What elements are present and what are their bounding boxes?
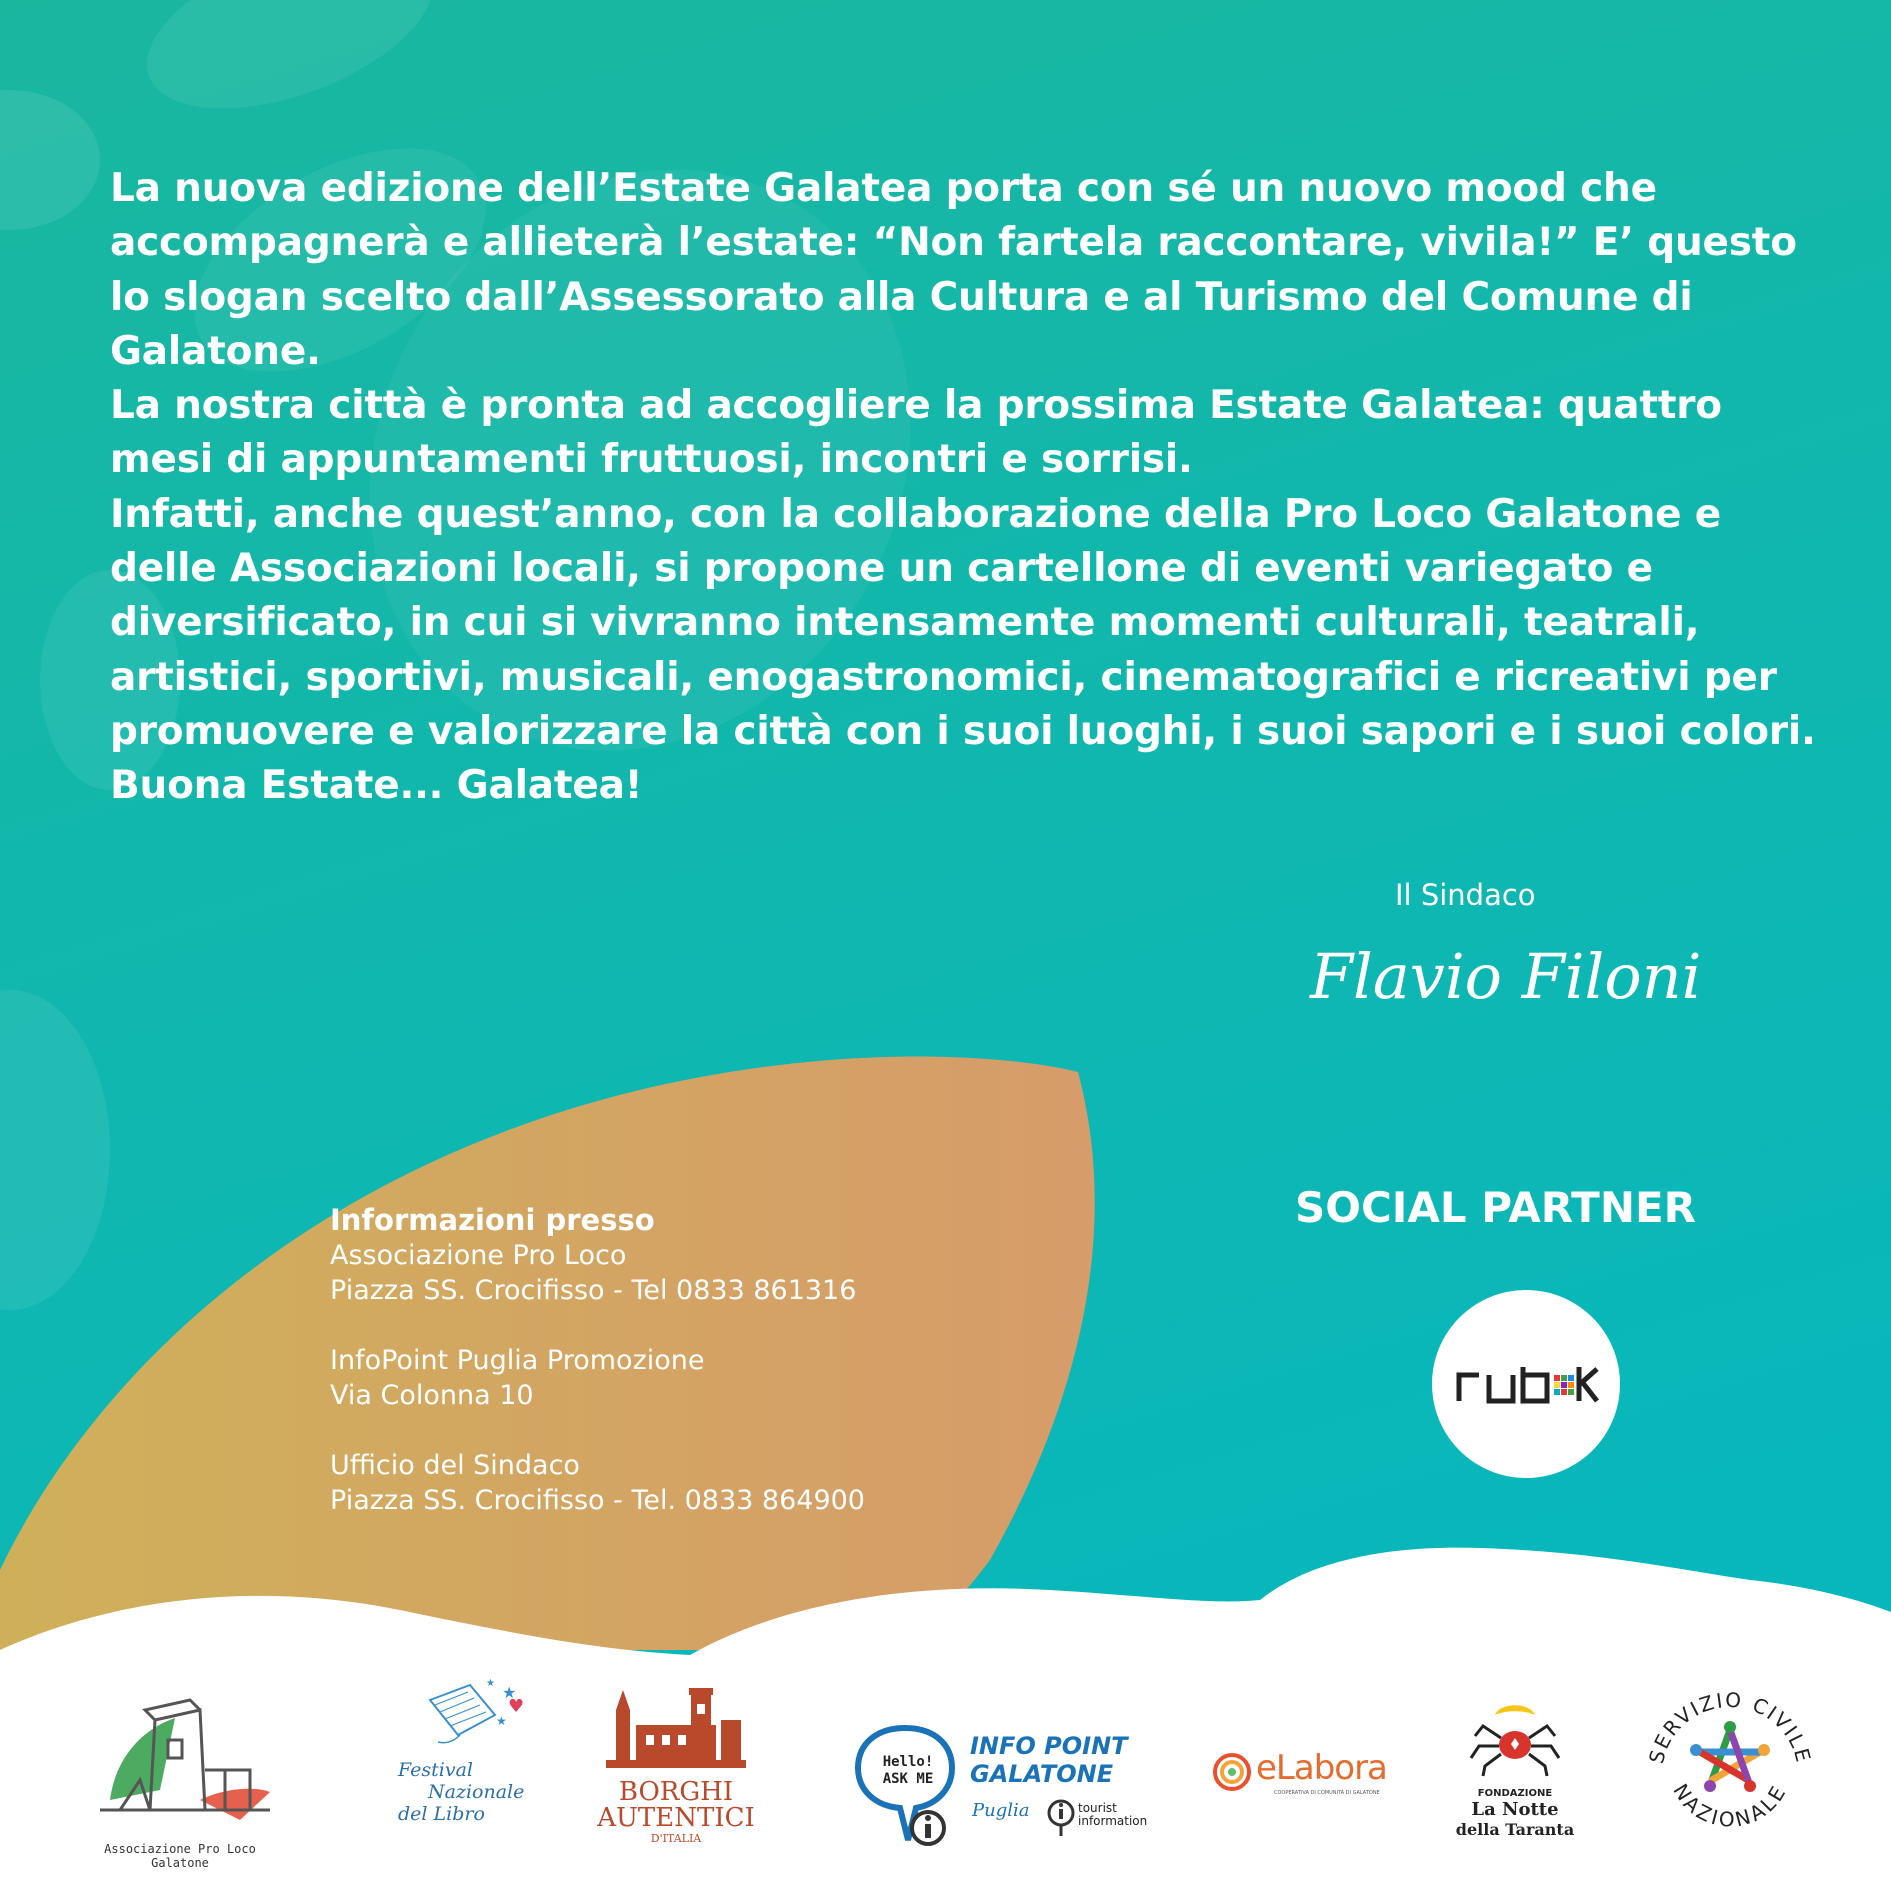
elabora-tagline: COOPERATIVA DI COMUNITÀ DI GALATONE bbox=[1274, 1790, 1380, 1796]
festival-line2: Nazionale bbox=[428, 1781, 525, 1803]
proloco-logo bbox=[80, 1680, 280, 1870]
svg-text:★: ★ bbox=[502, 1683, 517, 1702]
borghi-line2: AUTENTICI bbox=[597, 1803, 755, 1833]
servizio-top-text: SERVIZIO CIVILE bbox=[1644, 1687, 1816, 1767]
elabora-logo bbox=[1212, 1748, 1412, 1808]
tower-icon bbox=[80, 1680, 280, 1830]
infopoint-title2: GALATONE bbox=[970, 1760, 1114, 1788]
infopoint-galatone-logo bbox=[850, 1720, 1180, 1870]
social-partner-title: SOCIAL PARTNER bbox=[1295, 1183, 1697, 1232]
signature-name: Flavio Filoni bbox=[1310, 940, 1702, 1013]
speech-bubble-icon bbox=[850, 1720, 960, 1860]
borghi-autentici-logo bbox=[596, 1680, 756, 1880]
info-line: Piazza SS. Crocifisso - Tel. 0833 864900 bbox=[330, 1485, 865, 1516]
info-title: Informazioni presso bbox=[330, 1203, 655, 1237]
rubik-logo bbox=[1432, 1290, 1620, 1478]
bubble-line2: ASK ME bbox=[882, 1771, 934, 1787]
puglia-text: Puglia bbox=[972, 1800, 1030, 1821]
taranta-line3: della Taranta bbox=[1455, 1820, 1575, 1839]
svg-text:★: ★ bbox=[496, 1714, 507, 1728]
servizio-civile-star-icon bbox=[1640, 1680, 1820, 1860]
svg-text:NAZIONALE bbox=[1668, 1779, 1791, 1831]
letter-paragraph-2: La nostra città è pronta ad accogliere la prossima Estate Galatea: quattro mesi di appuntamenti fruttuosi, incontri e sorrisi. bbox=[110, 383, 1722, 483]
borghi-line1: BORGHI bbox=[618, 1777, 734, 1807]
info-line: InfoPoint Puglia Promozione bbox=[330, 1345, 705, 1376]
festival-libro-logo bbox=[390, 1670, 550, 1870]
info-block-sindaco bbox=[330, 1448, 980, 1518]
signature-title: Il Sindaco bbox=[1395, 878, 1536, 912]
elabora-name: eLabora bbox=[1256, 1748, 1387, 1788]
info-line: Via Colonna 10 bbox=[330, 1380, 534, 1411]
notte-taranta-logo bbox=[1455, 1700, 1575, 1870]
infopoint-title1: INFO POINT bbox=[970, 1732, 1128, 1760]
svg-text:♥: ♥ bbox=[508, 1696, 525, 1717]
taranta-line1: FONDAZIONE bbox=[1477, 1788, 1553, 1799]
borghi-line3: D'ITALIA bbox=[650, 1832, 702, 1845]
servizio-civile-logo bbox=[1640, 1680, 1820, 1860]
festival-line3: del Libro bbox=[398, 1803, 485, 1825]
servizio-bottom-text: NAZIONALE bbox=[1668, 1779, 1792, 1832]
taranta-line2: La Notte bbox=[1471, 1799, 1559, 1820]
elabora-swirl-icon bbox=[1212, 1752, 1252, 1792]
spider-icon bbox=[1455, 1700, 1575, 1780]
proloco-logo-line2: Galatone bbox=[151, 1856, 209, 1870]
info-marker-icon bbox=[1046, 1798, 1076, 1838]
tourist-line2: information bbox=[1078, 1814, 1148, 1828]
info-block-proloco bbox=[330, 1238, 980, 1308]
letter-paragraph-3: Infatti, anche quest’anno, con la collaborazione della Pro Loco Galatone e delle Associazioni locali, si propone un cartellone di eventi variegato e diversificato, in cui si vivranno intensamente momenti culturali, teatrali, artistici, sportivi, musicali, enogastronomici, cinematografici e ricreativi per promuovere e valorizzare la città con i suoi luoghi, i suoi sapori e i suoi colori. bbox=[110, 491, 1816, 754]
book-icon bbox=[390, 1670, 550, 1755]
tourist-line1: tourist bbox=[1078, 1801, 1117, 1815]
info-line: Piazza SS. Crocifisso - Tel 0833 861316 bbox=[330, 1275, 857, 1306]
letter-paragraph-4: Buona Estate... Galatea! bbox=[110, 763, 643, 809]
rubik-logo-mark bbox=[1451, 1361, 1601, 1407]
info-line: Ufficio del Sindaco bbox=[330, 1450, 580, 1481]
letter-body bbox=[110, 162, 1830, 814]
letter-paragraph-1: La nuova edizione dell’Estate Galatea porta con sé un nuovo mood che accompagnerà e allieterà l’estate: “Non fartela raccontare, vivila!” E’ questo lo slogan scelto dall’Assessorato alla Cultura e al Turismo del Comune di Galatone. bbox=[110, 166, 1797, 374]
bubble-line1: Hello! bbox=[882, 1754, 934, 1770]
village-icon bbox=[596, 1680, 756, 1775]
info-line: Associazione Pro Loco bbox=[330, 1240, 627, 1271]
svg-text:★: ★ bbox=[486, 1678, 495, 1689]
info-section bbox=[330, 1203, 980, 1518]
proloco-logo-line1: Associazione Pro Loco bbox=[104, 1842, 256, 1856]
festival-line1: Festival bbox=[398, 1759, 473, 1781]
info-block-infopoint bbox=[330, 1343, 980, 1413]
